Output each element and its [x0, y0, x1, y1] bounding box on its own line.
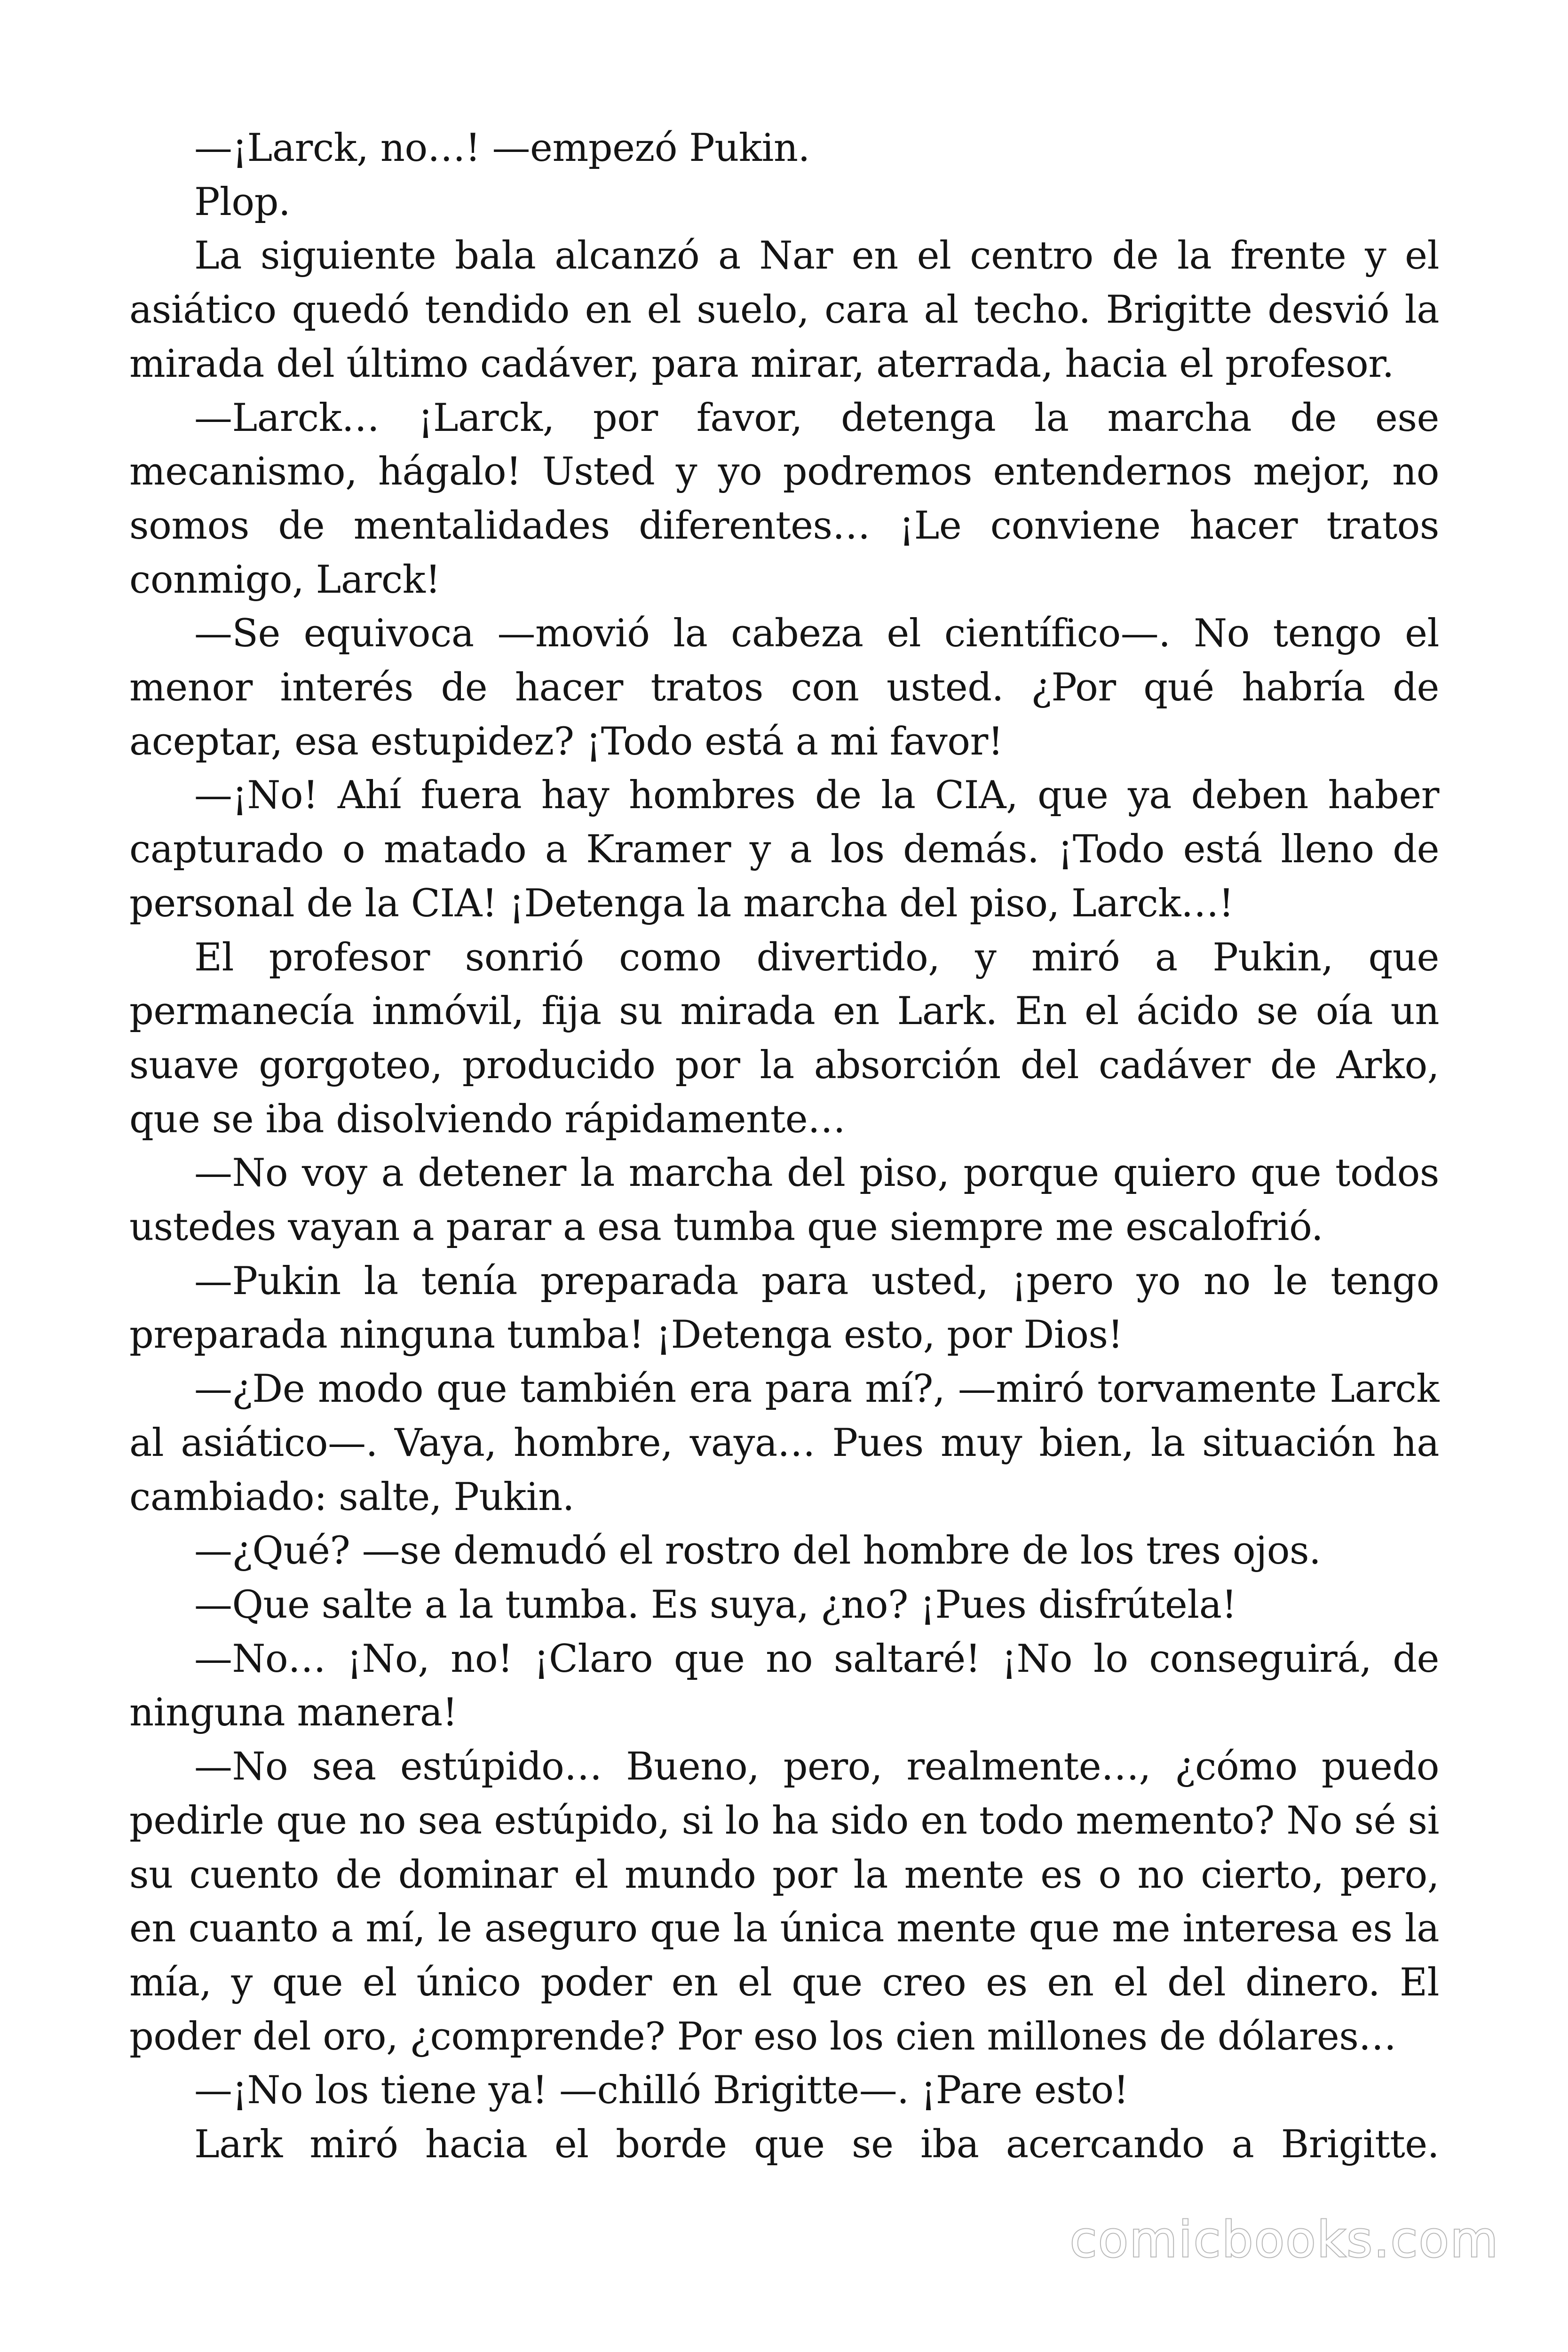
- paragraph-15: —¡No los tiene ya! —chilló Brigitte—. ¡Pare esto!: [194, 2068, 1129, 2113]
- paragraph-16: Lark miró hacia el borde que se iba acercando a Brigitte.: [194, 2122, 1439, 2167]
- page-body: [129, 121, 1439, 2172]
- paragraph-7: El profesor sonrió como divertido, y miró a Pukin, que permanecía inmóvil, fija su mirada en Lark. En el ácido se oía un suave gorgoteo, producido por la absorción del cadáver de Arko, que se iba disolviendo rápidamente…: [129, 935, 1439, 1142]
- paragraph-12: —Que salte a la tumba. Es suya, ¿no? ¡Pues disfrútela!: [194, 1582, 1237, 1627]
- paragraph-6: —¡No! Ahí fuera hay hombres de la CIA, que ya deben haber capturado o matado a Kramer y a los demás. ¡Todo está lleno de personal de la CIA! ¡Detenga la marcha del piso, Larck…!: [129, 773, 1439, 926]
- paragraph-2: Plop.: [194, 180, 291, 224]
- paragraph-3: La siguiente bala alcanzó a Nar en el centro de la frente y el asiático quedó tendido en el suelo, cara al techo. Brigitte desvió la mirada del último cadáver, para mirar, aterrada, hacia el profesor.: [129, 234, 1439, 386]
- paragraph-8: —No voy a detener la marcha del piso, porque quiero que todos ustedes vayan a parar a esa tumba que siempre me escalofrió.: [129, 1151, 1439, 1250]
- paragraph-11: —¿Qué? —se demudó el rostro del hombre de los tres ojos.: [194, 1529, 1321, 1573]
- paragraph-9: —Pukin la tenía preparada para usted, ¡pero yo no le tengo preparada ninguna tumba! ¡Detenga esto, por Dios!: [129, 1259, 1439, 1358]
- paragraph-1: —¡Larck, no…! —empezó Pukin.: [194, 126, 810, 170]
- paragraph-13: —No… ¡No, no! ¡Claro que no saltaré! ¡No lo conseguirá, de ninguna manera!: [129, 1637, 1439, 1735]
- paragraph-10: —¿De modo que también era para mí?, —miró torvamente Larck al asiático—. Vaya, hombre, vaya… Pues muy bien, la situación ha cambiado: salte, Pukin.: [129, 1367, 1439, 1519]
- paragraph-14: —No sea estúpido… Bueno, pero, realmente…, ¿cómo puedo pedirle que no sea estúpido, si lo ha sido en todo memento? No sé si su cuento de dominar el mundo por la mente es o no cierto, pero, en cuanto a mí, le aseguro que la única mente que me interesa es la mía, y que el único poder en el que creo es en el del dinero. El poder del oro, ¿comprende? Por eso los cien millones de dólares…: [129, 1745, 1439, 2059]
- paragraph-4: —Larck… ¡Larck, por favor, detenga la marcha de ese mecanismo, hágalo! Usted y yo podremos entendernos mejor, no somos de mentalidades diferentes… ¡Le conviene hacer tratos conmigo, Larck!: [129, 396, 1439, 602]
- site-watermark: comicbooks.com: [1069, 2211, 1499, 2268]
- paragraph-5: —Se equivoca —movió la cabeza el científico—. No tengo el menor interés de hacer tratos con usted. ¿Por qué habría de aceptar, esa estupidez? ¡Todo está a mi favor!: [129, 612, 1439, 764]
